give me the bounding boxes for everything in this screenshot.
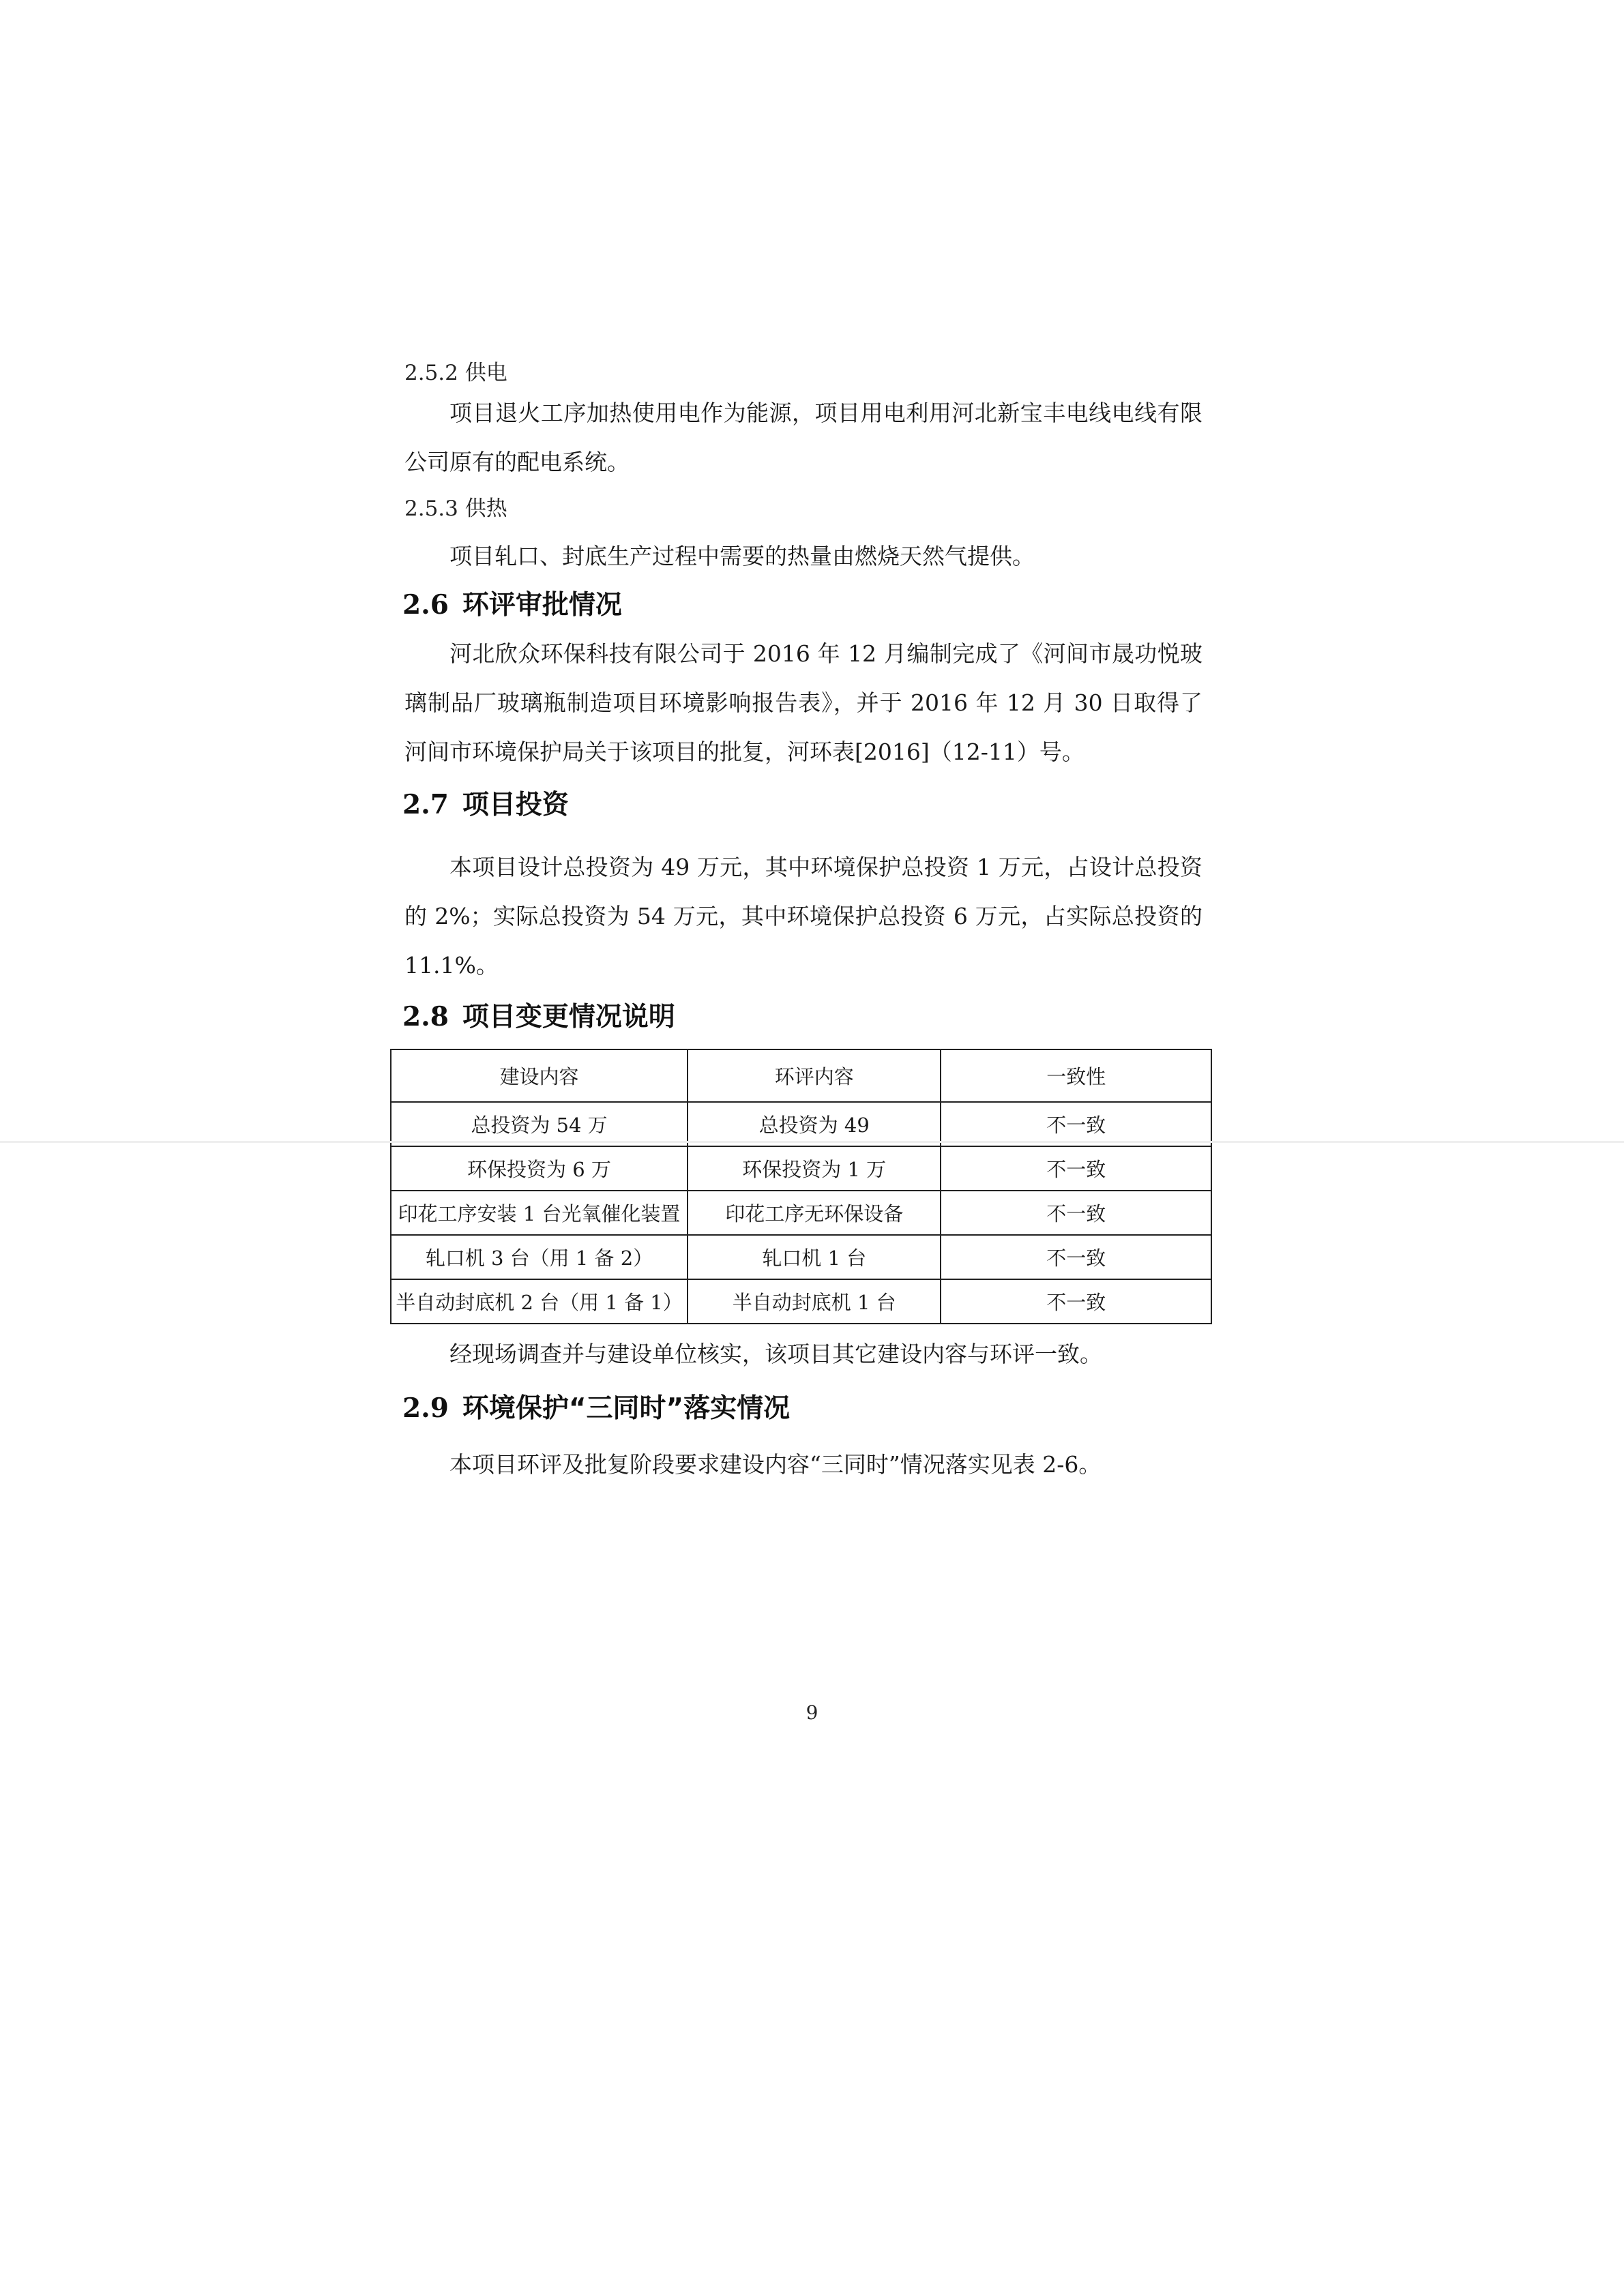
table-cell: 半自动封底机 2 台（用 1 备 1）: [391, 1279, 688, 1324]
table-cell: 环保投资为 1 万: [688, 1146, 941, 1191]
table-cell: 轧口机 1 台: [688, 1235, 941, 1279]
column-header: 建设内容: [391, 1049, 688, 1102]
project-change-table: [390, 1049, 1212, 1324]
table-row: [391, 1146, 1211, 1191]
table-cell: 轧口机 3 台（用 1 备 2）: [391, 1235, 688, 1279]
section-2-8-note: 经现场调查并与建设单位核实，该项目其它建设内容与环评一致。: [449, 1341, 1102, 1367]
table-row: [391, 1235, 1211, 1279]
table-row: [391, 1191, 1211, 1235]
subsection-2-5-3-body: 项目轧口、封底生产过程中需要的热量由燃烧天然气提供。: [449, 543, 1035, 569]
table-row: [391, 1102, 1211, 1146]
table-cell: 总投资为 49: [688, 1102, 941, 1146]
subsection-2-5-2-title: 2.5.2 供电: [404, 361, 507, 385]
column-header: 环评内容: [688, 1049, 941, 1102]
section-2-8-heading: [402, 1000, 675, 1034]
column-header: 一致性: [941, 1049, 1211, 1102]
section-2-9-heading: [402, 1391, 790, 1426]
table-cell: 印花工序无环保设备: [688, 1191, 941, 1235]
table-cell: 总投资为 54 万: [391, 1102, 688, 1146]
section-number: 2.6: [402, 589, 449, 621]
table-cell: 不一致: [941, 1102, 1211, 1146]
section-2-7-heading: [402, 788, 569, 822]
table-row: [391, 1279, 1211, 1324]
section-2-7-body: 本项目设计总投资为 49 万元，其中环境保护总投资 1 万元，占设计总投资的 2%；实际总投资为 54 万元，其中环境保护总投资 6 万元，占实际总投资的 11.1%。: [404, 854, 1202, 979]
section-number: 2.7: [402, 789, 449, 820]
table-cell: 不一致: [941, 1235, 1211, 1279]
table-cell: 不一致: [941, 1279, 1211, 1324]
page-number: 9: [806, 1701, 818, 1724]
table-header-row: [391, 1049, 1211, 1102]
section-title: 环境保护“三同时”落实情况: [462, 1393, 791, 1424]
table-cell: 不一致: [941, 1146, 1211, 1191]
section-2-9-body: 本项目环评及批复阶段要求建设内容“三同时”情况落实见表 2-6。: [449, 1451, 1102, 1478]
section-title: 环评审批情况: [462, 590, 622, 621]
section-title: 项目投资: [462, 790, 569, 820]
table-cell: 环保投资为 6 万: [391, 1146, 688, 1191]
section-2-6-heading: [402, 588, 622, 623]
section-2-6-body: 河北欣众环保科技有限公司于 2016 年 12 月编制完成了《河间市晟功悦玻璃制品厂玻璃瓶制造项目环境影响报告表》，并于 2016 年 12 月 30 日取得了河间市环境保护局关于该项目的批复，河环表[2016]（12-11）号。: [404, 640, 1202, 765]
table-cell: 不一致: [941, 1191, 1211, 1235]
subsection-2-5-2-body: 项目退火工序加热使用电作为能源，项目用电利用河北新宝丰电线电线有限公司原有的配电系统。: [404, 400, 1202, 475]
table-cell: 半自动封底机 1 台: [688, 1279, 941, 1324]
section-number: 2.8: [402, 1001, 449, 1032]
section-number: 2.9: [402, 1392, 449, 1424]
section-title: 项目变更情况说明: [462, 1002, 675, 1032]
scan-artifact-line: [0, 1141, 1624, 1143]
table-cell: 印花工序安装 1 台光氧催化装置: [391, 1191, 688, 1235]
subsection-2-5-3-title: 2.5.3 供热: [404, 496, 507, 521]
